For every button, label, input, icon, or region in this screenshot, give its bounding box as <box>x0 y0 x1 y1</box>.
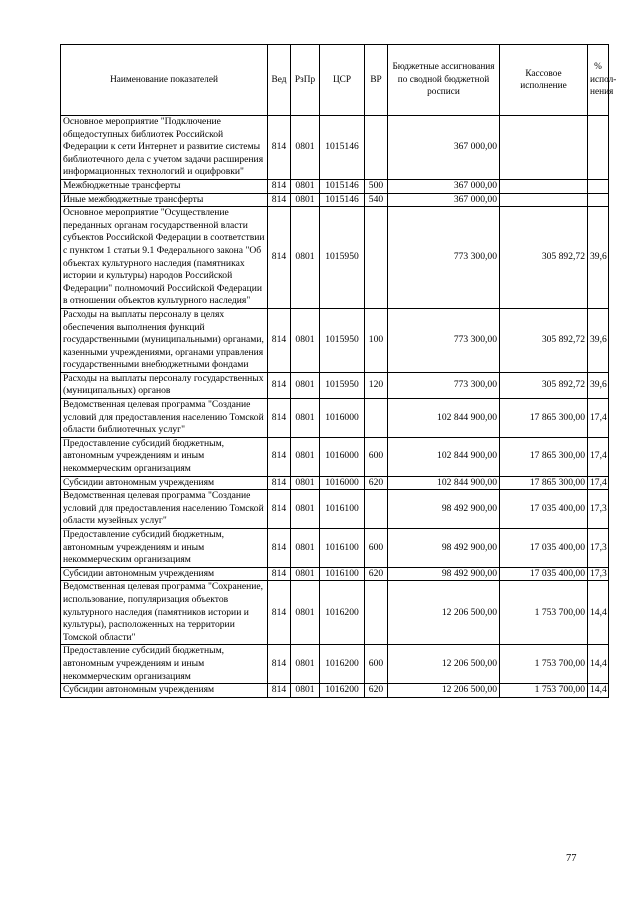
cell-vr <box>365 207 388 309</box>
cell-budget: 773 300,00 <box>388 372 500 398</box>
cell-name: Ведомственная целевая программа "Сохранение, использование, популяризация объектов культурного наследия (памятников истории и культуры), расположенных на территории Томской области" <box>61 581 268 645</box>
cell-budget: 98 492 900,00 <box>388 529 500 568</box>
cell-vr: 100 <box>365 308 388 372</box>
cell-cash <box>500 193 588 207</box>
cell-vr: 600 <box>365 645 388 684</box>
cell-vr: 620 <box>365 684 388 698</box>
cell-cash: 17 865 300,00 <box>500 399 588 438</box>
cell-csr: 1016100 <box>320 567 365 581</box>
cell-rzpr: 0801 <box>291 567 320 581</box>
cell-budget: 102 844 900,00 <box>388 476 500 490</box>
cell-percent <box>588 193 609 207</box>
cell-ved: 814 <box>268 116 291 180</box>
cell-vr: 120 <box>365 372 388 398</box>
cell-rzpr: 0801 <box>291 372 320 398</box>
cell-name: Основное мероприятие "Осуществление переданных органам государственной власти субъектов Российской Федерации в соответствии с пунктом 1 статьи 9.1 Федерального закона "Об объектах культурного наследия (памятниках истории и культуры) народов Российской Федерации" полномочий Российской Федерации в отношении объектов культурного наследия" <box>61 207 268 309</box>
cell-budget: 773 300,00 <box>388 207 500 309</box>
cell-percent: 17,4 <box>588 476 609 490</box>
table-row <box>61 476 609 490</box>
cell-csr: 1016100 <box>320 529 365 568</box>
cell-budget: 12 206 500,00 <box>388 684 500 698</box>
cell-vr <box>365 116 388 180</box>
cell-ved: 814 <box>268 437 291 476</box>
cell-rzpr: 0801 <box>291 529 320 568</box>
cell-csr: 1016200 <box>320 581 365 645</box>
cell-cash: 305 892,72 <box>500 308 588 372</box>
cell-budget: 98 492 900,00 <box>388 567 500 581</box>
cell-cash <box>500 179 588 193</box>
cell-budget: 12 206 500,00 <box>388 645 500 684</box>
cell-name: Ведомственная целевая программа "Создание условий для предоставления населению Томской области библиотечных услуг" <box>61 399 268 438</box>
cell-ved: 814 <box>268 684 291 698</box>
table-row <box>61 116 609 180</box>
table-row <box>61 437 609 476</box>
cell-rzpr: 0801 <box>291 645 320 684</box>
table-row <box>61 193 609 207</box>
cell-percent: 17,3 <box>588 529 609 568</box>
table-row <box>61 581 609 645</box>
cell-csr: 1015950 <box>320 372 365 398</box>
cell-rzpr: 0801 <box>291 308 320 372</box>
cell-percent <box>588 116 609 180</box>
header-ved: Вед <box>268 45 291 116</box>
cell-rzpr: 0801 <box>291 207 320 309</box>
cell-ved: 814 <box>268 476 291 490</box>
cell-vr: 600 <box>365 437 388 476</box>
cell-rzpr: 0801 <box>291 437 320 476</box>
cell-name: Субсидии автономным учреждениям <box>61 684 268 698</box>
cell-rzpr: 0801 <box>291 476 320 490</box>
cell-ved: 814 <box>268 645 291 684</box>
cell-ved: 814 <box>268 193 291 207</box>
cell-ved: 814 <box>268 567 291 581</box>
cell-vr: 620 <box>365 567 388 581</box>
cell-percent: 39,6 <box>588 207 609 309</box>
page-number: 77 <box>566 853 577 864</box>
cell-rzpr: 0801 <box>291 116 320 180</box>
budget-execution-table <box>60 44 617 698</box>
cell-percent: 14,4 <box>588 581 609 645</box>
cell-vr <box>365 490 388 529</box>
cell-ved: 814 <box>268 529 291 568</box>
cell-name: Ведомственная целевая программа "Создание условий для предоставления населению Томской области музейных услуг" <box>61 490 268 529</box>
cell-rzpr: 0801 <box>291 193 320 207</box>
cell-budget: 102 844 900,00 <box>388 437 500 476</box>
cell-name: Расходы на выплаты персоналу государственных (муниципальных) органов <box>61 372 268 398</box>
table-row <box>61 490 609 529</box>
cell-csr: 1015950 <box>320 308 365 372</box>
table-row <box>61 567 609 581</box>
cell-rzpr: 0801 <box>291 581 320 645</box>
cell-name: Субсидии автономным учреждениям <box>61 476 268 490</box>
table-row <box>61 529 609 568</box>
cell-ved: 814 <box>268 308 291 372</box>
cell-csr: 1015950 <box>320 207 365 309</box>
cell-percent: 14,4 <box>588 684 609 698</box>
cell-cash <box>500 116 588 180</box>
cell-cash: 17 035 400,00 <box>500 529 588 568</box>
table-row <box>61 684 609 698</box>
cell-ved: 814 <box>268 581 291 645</box>
cell-rzpr: 0801 <box>291 684 320 698</box>
cell-csr: 1016000 <box>320 476 365 490</box>
cell-vr: 600 <box>365 529 388 568</box>
cell-percent <box>588 179 609 193</box>
cell-ved: 814 <box>268 490 291 529</box>
table-row <box>61 207 609 309</box>
cell-budget: 367 000,00 <box>388 179 500 193</box>
header-budget: Бюджетные ассигнования по сводной бюджетной росписи <box>388 45 500 116</box>
header-vr: ВР <box>365 45 388 116</box>
table-header-row <box>61 45 609 116</box>
cell-csr: 1015146 <box>320 193 365 207</box>
cell-budget: 98 492 900,00 <box>388 490 500 529</box>
cell-vr <box>365 399 388 438</box>
cell-vr: 620 <box>365 476 388 490</box>
cell-name: Предоставление субсидий бюджетным, автономным учреждениям и иным некоммерческим организациям <box>61 529 268 568</box>
cell-percent: 17,3 <box>588 490 609 529</box>
cell-percent: 17,4 <box>588 399 609 438</box>
cell-cash: 17 035 400,00 <box>500 490 588 529</box>
cell-budget: 367 000,00 <box>388 116 500 180</box>
cell-csr: 1016000 <box>320 437 365 476</box>
cell-cash: 1 753 700,00 <box>500 581 588 645</box>
cell-ved: 814 <box>268 207 291 309</box>
table-row <box>61 372 609 398</box>
cell-cash: 1 753 700,00 <box>500 684 588 698</box>
cell-cash: 17 035 400,00 <box>500 567 588 581</box>
cell-name: Предоставление субсидий бюджетным, автономным учреждениям и иным некоммерческим организациям <box>61 437 268 476</box>
cell-rzpr: 0801 <box>291 179 320 193</box>
cell-cash: 1 753 700,00 <box>500 645 588 684</box>
cell-cash: 17 865 300,00 <box>500 437 588 476</box>
cell-csr: 1016000 <box>320 399 365 438</box>
cell-name: Иные межбюджетные трансферты <box>61 193 268 207</box>
header-rzpr: РзПр <box>291 45 320 116</box>
cell-budget: 102 844 900,00 <box>388 399 500 438</box>
cell-name: Основное мероприятие "Подключение общедоступных библиотек Российской Федерации к сети Интернет и развитие системы библиотечного дела с учетом задачи расширения информационных технологий и оцифровки" <box>61 116 268 180</box>
table-row <box>61 179 609 193</box>
table-row <box>61 645 609 684</box>
header-cash: Кассовое исполнение <box>500 45 588 116</box>
cell-rzpr: 0801 <box>291 490 320 529</box>
cell-name: Расходы на выплаты персоналу в целях обеспечения выполнения функций государственными (муниципальными) органами, казенными учреждениями, органами управления государственными внебюджетными фондами <box>61 308 268 372</box>
cell-csr: 1016200 <box>320 645 365 684</box>
cell-percent: 39,6 <box>588 308 609 372</box>
cell-percent: 17,3 <box>588 567 609 581</box>
cell-csr: 1016100 <box>320 490 365 529</box>
cell-name: Субсидии автономным учреждениям <box>61 567 268 581</box>
cell-cash: 305 892,72 <box>500 372 588 398</box>
cell-ved: 814 <box>268 372 291 398</box>
cell-budget: 367 000,00 <box>388 193 500 207</box>
cell-percent: 14,4 <box>588 645 609 684</box>
header-csr: ЦСР <box>320 45 365 116</box>
header-name: Наименование показателей <box>61 45 268 116</box>
cell-cash: 17 865 300,00 <box>500 476 588 490</box>
cell-budget: 12 206 500,00 <box>388 581 500 645</box>
cell-name: Межбюджетные трансферты <box>61 179 268 193</box>
cell-vr: 540 <box>365 193 388 207</box>
cell-budget: 773 300,00 <box>388 308 500 372</box>
cell-percent: 39,6 <box>588 372 609 398</box>
cell-name: Предоставление субсидий бюджетным, автономным учреждениям и иным некоммерческим организациям <box>61 645 268 684</box>
cell-vr <box>365 581 388 645</box>
cell-ved: 814 <box>268 179 291 193</box>
cell-ved: 814 <box>268 399 291 438</box>
table-body <box>61 116 609 698</box>
table-row <box>61 399 609 438</box>
cell-csr: 1016200 <box>320 684 365 698</box>
cell-cash: 305 892,72 <box>500 207 588 309</box>
cell-percent: 17,4 <box>588 437 609 476</box>
header-percent: % испол-нения <box>588 45 609 116</box>
cell-csr: 1015146 <box>320 116 365 180</box>
cell-csr: 1015146 <box>320 179 365 193</box>
cell-rzpr: 0801 <box>291 399 320 438</box>
table-row <box>61 308 609 372</box>
cell-vr: 500 <box>365 179 388 193</box>
